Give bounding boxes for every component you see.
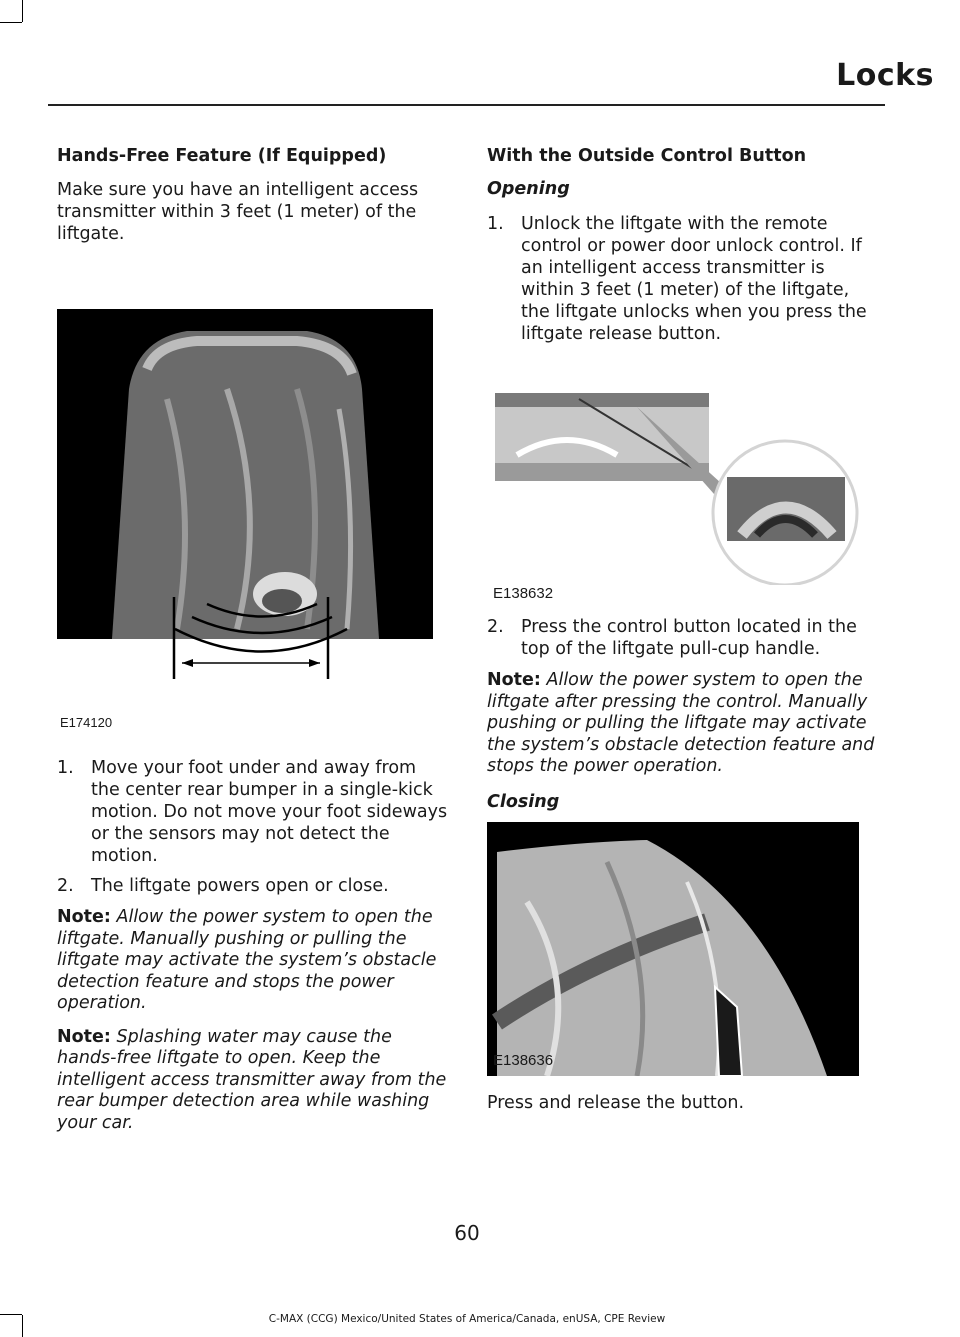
step-text: Move your foot under and away from the center rear bumper in a single-kick motion. Do not move your foot sideways or the sensors may not detect the motion. bbox=[91, 758, 448, 866]
crop-mark bbox=[0, 22, 22, 23]
page-number: 60 bbox=[454, 1221, 480, 1245]
bumper-kick-illustration bbox=[57, 309, 449, 689]
list-item bbox=[57, 875, 449, 897]
subsection-heading: Closing bbox=[487, 791, 560, 812]
left-column bbox=[57, 146, 449, 1146]
step-text: Press the control button located in the top of the liftgate pull-cup handle. bbox=[521, 617, 857, 659]
figure-code: E174120 bbox=[60, 715, 113, 730]
closing-paragraph: Press and release the button. bbox=[487, 1092, 745, 1113]
step-text: Unlock the liftgate with the remote control or power door unlock control. If an intelligent access transmitter is within 3 feet (1 meter) of the liftgate, the liftgate unlocks when you press the liftgate release button. bbox=[521, 214, 867, 344]
section-heading: Hands-Free Feature (If Equipped) bbox=[57, 146, 387, 166]
note-label: Note: bbox=[487, 670, 541, 690]
list-item bbox=[487, 616, 882, 660]
footer-text: C-MAX (CCG) Mexico/United States of America/Canada, enUSA, CPE Review bbox=[268, 1313, 666, 1325]
liftgate-close-illustration bbox=[487, 822, 859, 1076]
intro-paragraph: Make sure you have an intelligent access transmitter within 3 feet (1 meter) of the liftgate. bbox=[57, 180, 419, 244]
note-text: Allow the power system to open the liftgate. Manually pushing or pulling the liftgate may activate the system’s obstacle detection feature and stops the power operation. bbox=[57, 907, 437, 1013]
note-label: Note: bbox=[57, 1026, 111, 1047]
section-heading: With the Outside Control Button bbox=[487, 146, 807, 166]
step-number: 1. bbox=[57, 758, 74, 778]
crop-mark bbox=[22, 0, 23, 22]
step-text: The liftgate powers open or close. bbox=[91, 876, 389, 896]
note bbox=[487, 670, 882, 778]
figure-code: E138636 bbox=[493, 1051, 554, 1069]
note-label: Note: bbox=[57, 907, 111, 927]
control-button-figure bbox=[487, 385, 882, 610]
steps-list bbox=[57, 757, 449, 897]
liftgate-handle-illustration bbox=[487, 385, 882, 585]
right-column bbox=[487, 146, 882, 1124]
subsection-heading: Opening bbox=[487, 179, 570, 199]
list-item bbox=[487, 213, 882, 345]
closing-button-figure bbox=[487, 822, 882, 1078]
hands-free-figure bbox=[57, 309, 449, 739]
step-number: 2. bbox=[487, 617, 504, 637]
note-text: Allow the power system to open the liftgate after pressing the control. Manually pushing or pulling the liftgate may activate the system’s obstacle detection feature and stops the power operation. bbox=[487, 670, 875, 776]
figure-code: E138632 bbox=[493, 585, 554, 602]
note bbox=[57, 907, 449, 1015]
steps-list bbox=[487, 213, 882, 345]
step-number: 2. bbox=[57, 876, 74, 896]
note bbox=[57, 1027, 449, 1135]
steps-list bbox=[487, 616, 882, 660]
page-title: Locks bbox=[836, 58, 934, 93]
step-number: 1. bbox=[487, 214, 504, 234]
header-rule bbox=[48, 104, 885, 106]
note-text: Splashing water may cause the hands-free liftgate to open. Keep the intelligent access transmitter away from the rear bumper detection area while washing your car. bbox=[57, 1026, 447, 1133]
list-item bbox=[57, 757, 449, 867]
